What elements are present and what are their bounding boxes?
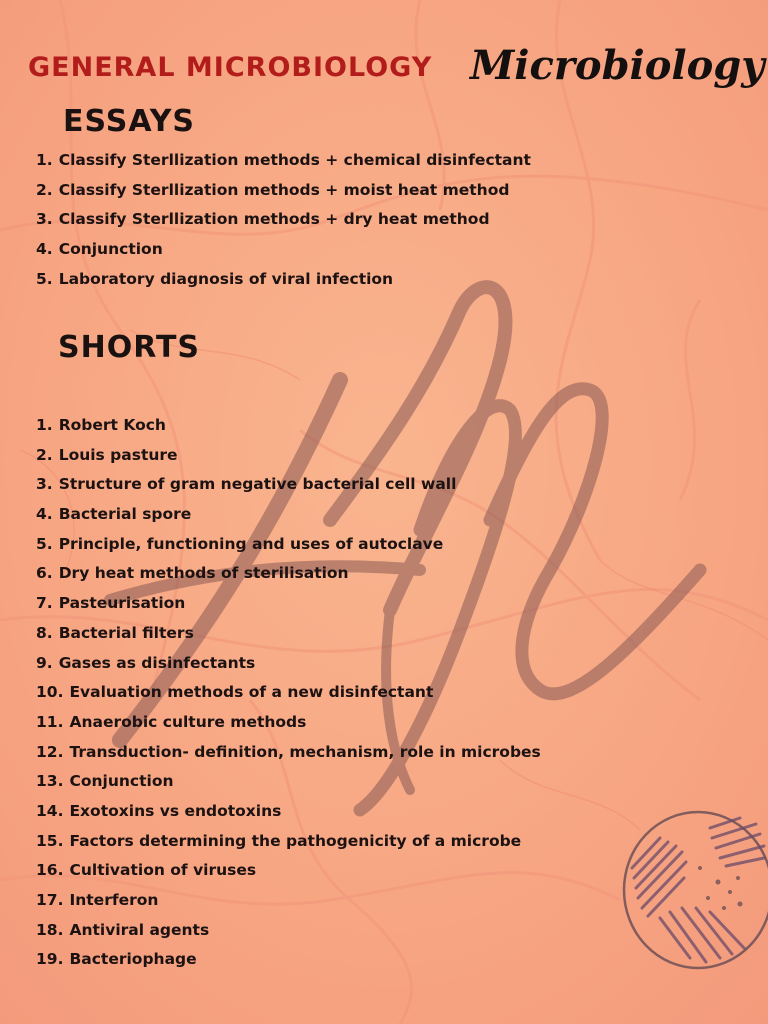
item-number: 6.: [36, 564, 53, 583]
list-item: [36, 470, 541, 500]
item-number: 10.: [36, 683, 64, 702]
item-text: Pasteurisation: [58, 594, 186, 613]
item-text: Antiviral agents: [69, 920, 210, 939]
list-item: [36, 559, 541, 589]
item-text: Interferon: [69, 891, 159, 909]
list-item: [36, 649, 541, 679]
list-item: [36, 767, 541, 797]
shorts-heading: SHORTS: [58, 330, 201, 365]
list-item: [36, 500, 541, 530]
list-item: [36, 176, 531, 206]
item-number: 5.: [36, 269, 53, 288]
item-text: Conjunction: [58, 240, 163, 259]
list-item: [36, 589, 541, 619]
item-text: Gases as disinfectants: [58, 653, 256, 672]
shorts-list: [36, 411, 541, 975]
item-text: Classify Sterllization methods + chemical disinfectant: [58, 151, 531, 169]
list-item: [36, 411, 541, 441]
item-number: 14.: [36, 801, 64, 820]
item-text: Classify Sterllization methods + moist heat method: [58, 180, 510, 199]
petri-dish-icon: [620, 808, 768, 976]
list-item: [36, 708, 541, 738]
item-number: 8.: [36, 623, 53, 642]
list-item: [36, 827, 541, 857]
item-number: 18.: [36, 920, 64, 939]
item-text: Exotoxins vs endotoxins: [69, 801, 282, 820]
item-text: Bacterial spore: [58, 505, 192, 524]
list-item: [36, 916, 541, 946]
list-item: [36, 856, 541, 886]
item-text: Louis pasture: [58, 445, 178, 464]
item-text: Evaluation methods of a new disinfectant: [69, 683, 434, 702]
item-number: 4.: [36, 505, 53, 524]
item-number: 4.: [36, 240, 53, 259]
item-number: 3.: [36, 210, 53, 229]
page-title: GENERAL MICROBIOLOGY: [28, 52, 433, 83]
list-item: [36, 265, 531, 295]
item-number: 9.: [36, 653, 53, 672]
item-number: 1.: [36, 416, 53, 434]
item-text: Cultivation of viruses: [69, 861, 257, 880]
item-text: Principle, functioning and uses of autoclave: [58, 534, 444, 553]
list-item: [36, 945, 541, 975]
subject-script-title: Microbiology: [470, 42, 765, 89]
item-number: 2.: [36, 445, 53, 464]
item-text: Classify Sterllization methods + dry heat method: [58, 210, 490, 229]
list-item: [36, 441, 541, 471]
item-number: 2.: [36, 180, 53, 199]
item-number: 15.: [36, 831, 64, 850]
item-number: 16.: [36, 861, 64, 880]
list-item: [36, 235, 531, 265]
item-text: Transduction- definition, mechanism, role in microbes: [69, 742, 541, 761]
essays-list: [36, 146, 531, 294]
item-text: Bacteriophage: [69, 950, 197, 969]
item-number: 19.: [36, 950, 64, 969]
item-text: Structure of gram negative bacterial cell wall: [58, 475, 457, 494]
item-text: Bacterial filters: [58, 623, 194, 642]
item-number: 1.: [36, 151, 53, 169]
item-text: Dry heat methods of sterilisation: [58, 564, 349, 583]
item-number: 12.: [36, 742, 64, 761]
item-number: 11.: [36, 712, 64, 731]
item-number: 17.: [36, 891, 64, 909]
item-number: 3.: [36, 475, 53, 494]
essays-heading: ESSAYS: [63, 104, 196, 139]
item-number: 13.: [36, 772, 64, 791]
item-text: Anaerobic culture methods: [69, 712, 307, 731]
item-text: Conjunction: [69, 772, 174, 791]
list-item: [36, 886, 541, 916]
item-text: Laboratory diagnosis of viral infection: [58, 269, 394, 288]
list-item: [36, 530, 541, 560]
list-item: [36, 619, 541, 649]
list-item: [36, 146, 531, 176]
item-number: 7.: [36, 594, 53, 613]
item-text: Robert Koch: [58, 416, 166, 434]
list-item: [36, 678, 541, 708]
list-item: [36, 205, 531, 235]
list-item: [36, 797, 541, 827]
item-text: Factors determining the pathogenicity of a microbe: [69, 831, 522, 850]
item-number: 5.: [36, 534, 53, 553]
list-item: [36, 738, 541, 768]
